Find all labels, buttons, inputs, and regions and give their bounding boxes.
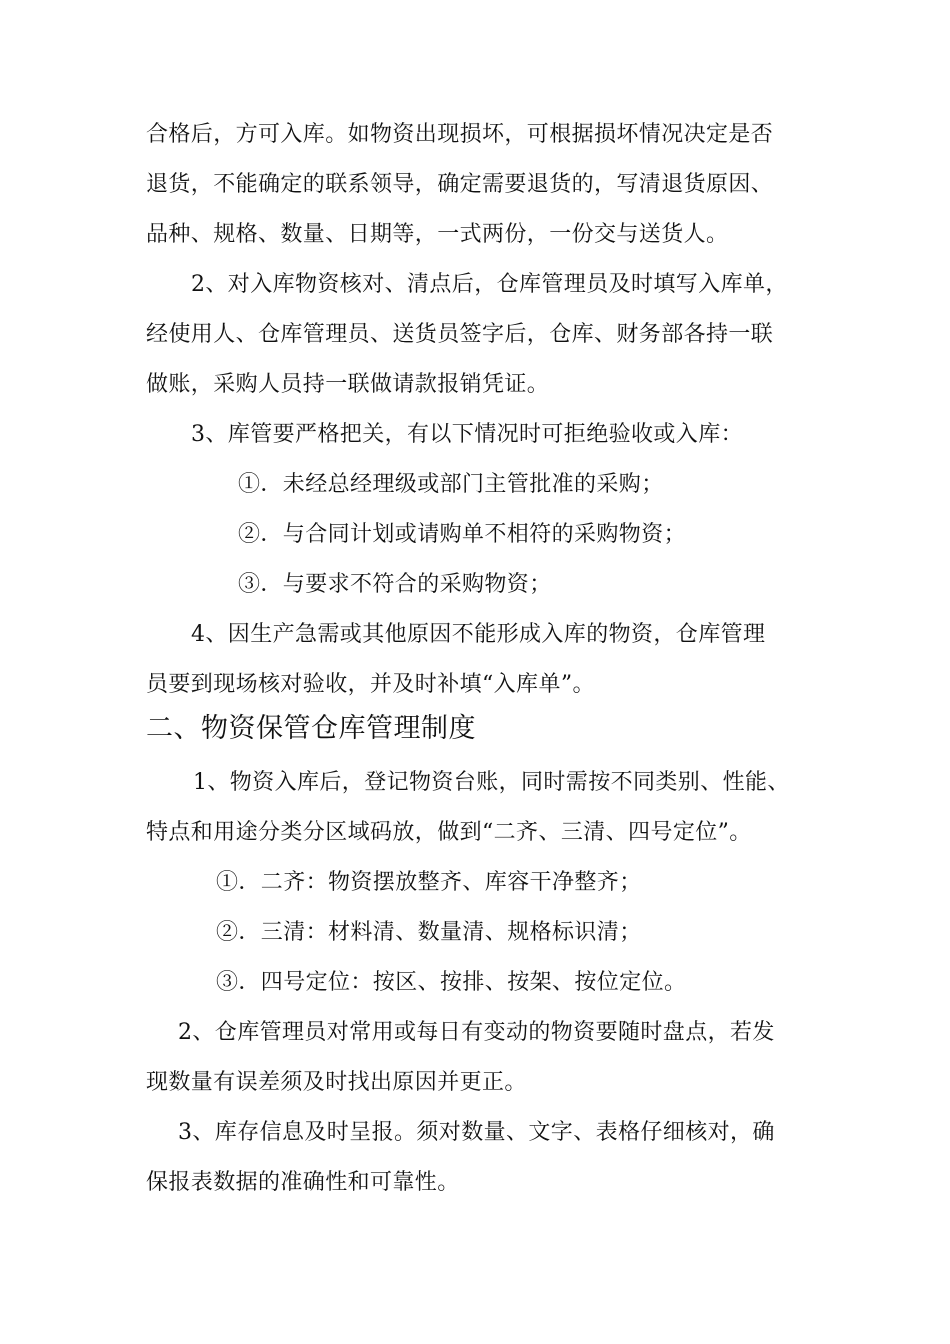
paragraph-line: 品种、规格、数量、日期等，一式两份，一份交与送货人。	[146, 222, 729, 247]
paragraph-line: 经使用人、仓库管理员、送货员签字后，仓库、财务部各持一联	[146, 322, 774, 347]
paragraph-line: 1、物资入库后，登记物资台账，同时需按不同类别、性能、	[193, 770, 790, 795]
paragraph-line: 现数量有误差须及时找出原因并更正。	[146, 1070, 527, 1095]
list-item: ②．与合同计划或请购单不相符的采购物资；	[238, 522, 687, 547]
list-item: ②．三清：材料清、数量清、规格标识清；	[216, 920, 642, 945]
list-item: ③．与要求不符合的采购物资；	[238, 572, 552, 597]
list-item: ①．未经总经理级或部门主管批准的采购；	[238, 472, 664, 497]
paragraph-line: 合格后，方可入库。如物资出现损坏，可根据损坏情况决定是否	[146, 122, 774, 147]
paragraph-line: 2、对入库物资核对、清点后，仓库管理员及时填写入库单，	[191, 272, 788, 297]
paragraph-line: 退货，不能确定的联系领导，确定需要退货的，写清退货原因、	[146, 172, 774, 197]
list-item: ①．二齐：物资摆放整齐、库容干净整齐；	[216, 870, 642, 895]
paragraph-line: 2、仓库管理员对常用或每日有变动的物资要随时盘点，若发	[178, 1020, 775, 1045]
paragraph-line: 保报表数据的准确性和可靠性。	[146, 1170, 460, 1195]
paragraph-line: 4、因生产急需或其他原因不能形成入库的物资，仓库管理	[191, 622, 766, 647]
paragraph-line: 3、库存信息及时呈报。须对数量、文字、表格仔细核对，确	[178, 1120, 775, 1145]
paragraph-line: 3、库管要严格把关，有以下情况时可拒绝验收或入库：	[191, 422, 743, 447]
paragraph-line: 特点和用途分类分区域码放，做到“二齐、三清、四号定位”。	[146, 820, 752, 845]
section-heading: 二、物资保管仓库管理制度	[146, 713, 476, 744]
paragraph-line: 员要到现场核对验收，并及时补填“入库单”。	[146, 672, 595, 697]
paragraph-line: 做账，采购人员持一联做请款报销凭证。	[146, 372, 550, 397]
list-item: ③．四号定位：按区、按排、按架、按位定位。	[216, 970, 687, 995]
